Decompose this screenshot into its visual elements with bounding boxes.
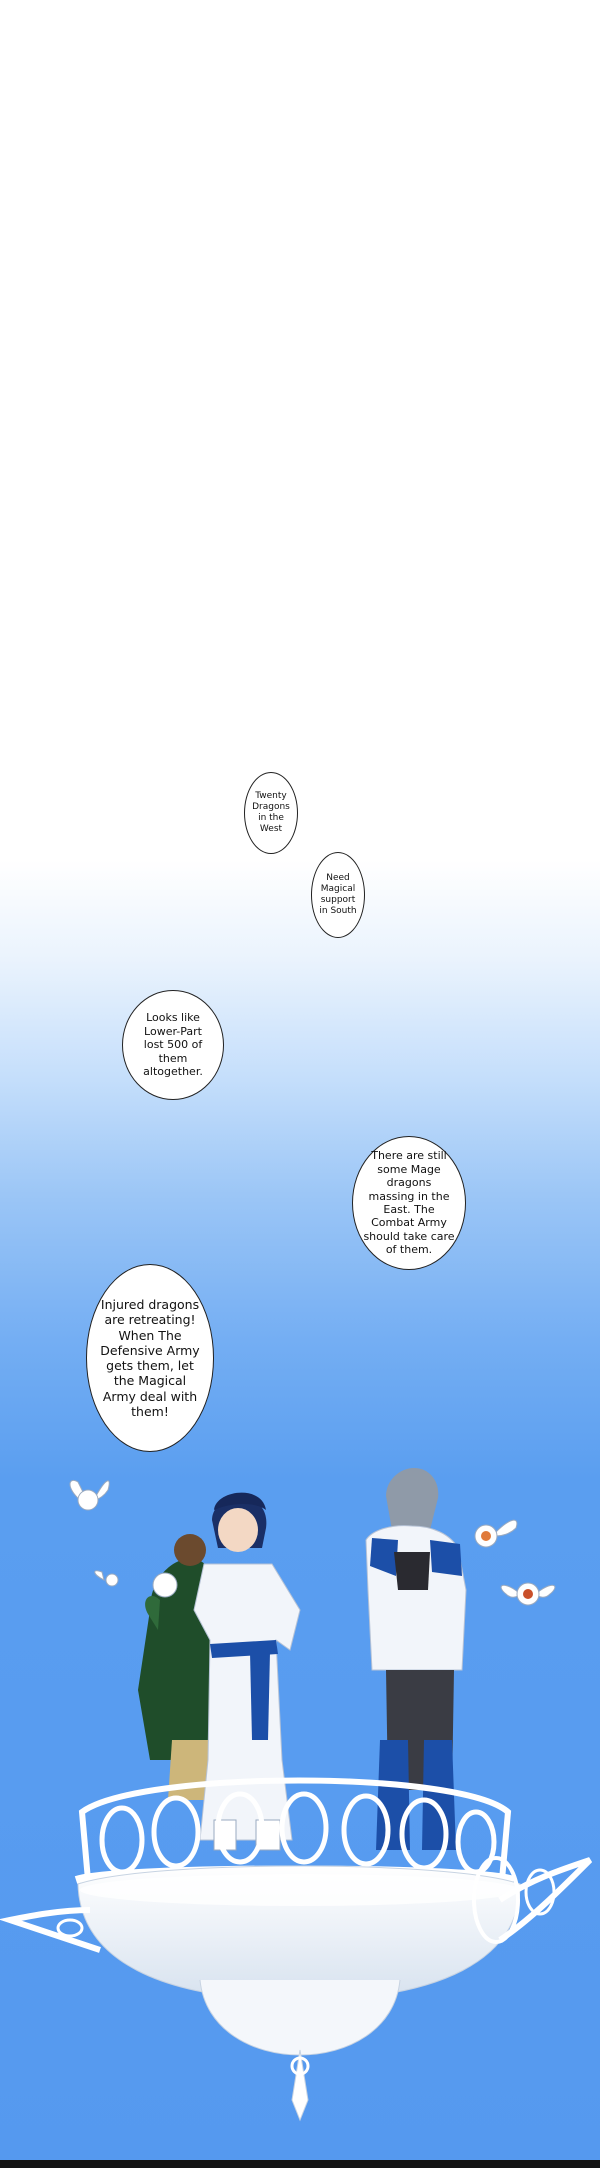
balcony-scene xyxy=(0,1440,600,2160)
winged-orb-icon xyxy=(475,1520,517,1547)
winged-orb-icon xyxy=(70,1480,109,1510)
speech-bubble-east xyxy=(352,1136,466,1270)
speech-text-lower-part: Looks like Lower-Part lost 500 of them altogether. xyxy=(143,1011,203,1079)
bottom-border xyxy=(0,2160,600,2168)
speech-text-east: There are still some Mage dragons massing in the East. The Combat Army should take care of them. xyxy=(363,1149,455,1257)
speech-text-south: Need Magical support in South xyxy=(319,873,357,916)
speech-bubble-injured xyxy=(86,1264,214,1452)
speech-bubble-south xyxy=(311,852,365,938)
speech-bubble-lower-part xyxy=(122,990,224,1100)
speech-text-west: Twenty Dragons in the West xyxy=(252,791,290,834)
floating-balcony xyxy=(10,1781,590,2121)
winged-orb-icon xyxy=(501,1583,555,1605)
winged-orb-icon xyxy=(95,1571,118,1586)
speech-bubble-west xyxy=(244,772,298,854)
speech-text-injured: Injured dragons are retreating! When The Defensive Army gets them, let the Magical Army deal with them! xyxy=(100,1297,200,1419)
